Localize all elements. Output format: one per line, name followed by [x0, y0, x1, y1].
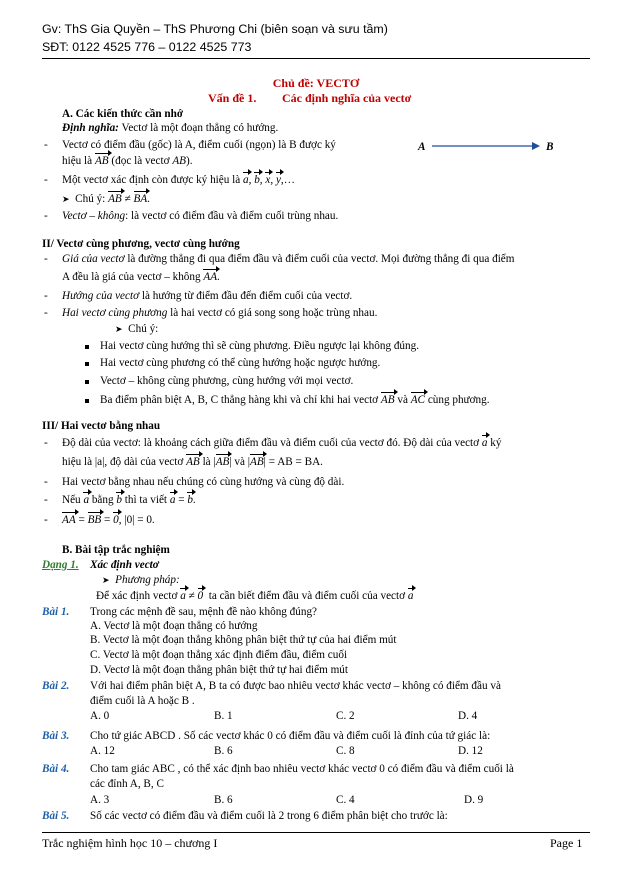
vector-notation-line2: hiệu là AB (đọc là vectơ AB).: [62, 155, 193, 167]
bullet-dash: -: [44, 174, 48, 186]
bullet-dash: -: [44, 139, 48, 151]
question-3-option-b: B. 6: [214, 745, 233, 757]
equal-vectors-notation: Nếu a bằng b thì ta viết a = b.: [62, 494, 196, 506]
length-definition: Độ dài của vectơ: là khoảng cách giữa điểm đầu và điểm cuối của vectơ đó. Độ dài của vectơ a ký: [62, 437, 502, 449]
question-2-text: Với hai điểm phân biệt A, B ta có được bao nhiêu vectơ khác vectơ – không có điểm đầu và: [90, 680, 501, 692]
header-phone: SĐT: 0122 4525 776 – 0122 4525 773: [42, 40, 252, 54]
zero-vector-equations: AA = BB = 0, |0| = 0.: [62, 514, 155, 526]
method-text: Để xác định vectơ a ≠ 0 ta cần biết điểm đầu và điểm cuối của vectơ a: [96, 590, 414, 602]
note-line: ➤ Chú ý: AB ≠ BA.: [62, 193, 150, 205]
question-2-text-cont: điểm cuối là A hoặc B .: [90, 695, 195, 707]
vector-symbols-line: Một vectơ xác định còn được ký hiệu là a, b, x, y,…: [62, 174, 295, 186]
bullet-dash: -: [44, 494, 48, 506]
note-item-text: Hai vectơ cùng phương có thể cùng hướng hoặc ngược hướng.: [100, 357, 381, 369]
bullet-dash: -: [44, 253, 48, 265]
question-2-option-a: A. 0: [90, 710, 110, 722]
collinear-definition: Hai vectơ cùng phương là hai vectơ có giá song song hoặc trùng nhau.: [62, 307, 378, 319]
question-3-label: Bài 3.: [42, 730, 70, 742]
lesson-name: Các định nghĩa của vectơ: [282, 91, 412, 105]
question-4-option-d: D. 9: [464, 794, 484, 806]
note-item: [85, 375, 89, 387]
support-line-definition-cont: A đều là giá của vectơ – không AA.: [62, 271, 220, 283]
support-line-definition: Giá của vectơ là đường thẳng đi qua điểm đầu và điểm cuối của vectơ. Mọi đường thẳng đi qua điểm: [62, 253, 515, 265]
question-3-text: Cho tứ giác ABCD . Số các vectơ khác 0 có điểm đầu và điểm cuối là đỉnh của tứ giác là:: [90, 730, 491, 742]
lesson-number: Vấn đề 1.: [208, 91, 257, 105]
type-label: Dạng 1.: [42, 559, 79, 571]
bullet-dash: -: [44, 210, 48, 222]
note-item-text: Ba điểm phân biệt A, B, C thẳng hàng khi và chỉ khi hai vectơ AB và AC cùng phương.: [100, 394, 490, 406]
bullet-dash: -: [44, 514, 48, 526]
question-5-text: Số các vectơ có điểm đầu và điểm cuối là 2 trong 6 điểm phân biệt cho trước là:: [90, 810, 448, 822]
question-4-text-cont: các đỉnh A, B, C: [90, 778, 164, 790]
question-1-label: Bài 1.: [42, 606, 70, 618]
point-a-label: A: [418, 141, 426, 153]
bullet-dash: -: [44, 307, 48, 319]
section-ii-heading: II/ Vectơ cùng phương, vectơ cùng hướng: [42, 238, 240, 250]
direction-definition: Hướng của vectơ là hướng từ điểm đầu đến điểm cuối của vectơ.: [62, 290, 353, 302]
question-1-option-a: A. Vectơ là một đoạn thẳng có hướng: [90, 620, 258, 632]
footer-title: Trắc nghiệm hình học 10 – chương I: [42, 836, 218, 850]
bullet-dash: -: [44, 476, 48, 488]
bullet-dash: -: [44, 290, 48, 302]
section-b-heading: B. Bài tập trắc nghiệm: [62, 544, 170, 556]
header-divider: [42, 58, 590, 59]
note-item: [85, 394, 89, 406]
question-2-option-c: C. 2: [336, 710, 355, 722]
zero-vector-definition: Vectơ – không: là vectơ có điểm đầu và điểm cuối trùng nhau.: [62, 210, 339, 222]
section-iii-heading: III/ Hai vectơ bằng nhau: [42, 420, 161, 432]
definition: Định nghĩa: Vectơ là một đoạn thẳng có hướng.: [62, 122, 279, 134]
vector-arrow-diagram: [432, 140, 542, 152]
footer-divider: [42, 832, 590, 833]
vector-notation-line1: Vectơ có điểm đầu (gốc) là A, điểm cuối (ngọn) là B được ký: [62, 139, 336, 151]
point-b-label: B: [546, 141, 554, 153]
question-4-option-a: A. 3: [90, 794, 110, 806]
question-1-option-d: D. Vectơ là một đoạn thẳng phân biệt thứ tự hai điểm mút: [90, 664, 349, 676]
note-item-text: Hai vectơ cùng hướng thì sẽ cùng phương. Điều ngược lại không đúng.: [100, 340, 420, 352]
question-3-option-a: A. 12: [90, 745, 115, 757]
question-1-text: Trong các mệnh đề sau, mệnh đề nào không đúng?: [90, 606, 318, 618]
question-4-option-b: B. 6: [214, 794, 233, 806]
question-4-option-c: C. 4: [336, 794, 355, 806]
bullet-dash: -: [44, 437, 48, 449]
note-item: [85, 340, 89, 352]
question-3-option-d: D. 12: [458, 745, 483, 757]
question-4-label: Bài 4.: [42, 763, 70, 775]
note-heading: ➤ Chú ý:: [115, 323, 159, 335]
question-4-text: Cho tam giác ABC , có thể xác định bao nhiêu vectơ khác vectơ 0 có điểm đầu và điểm cuối là: [90, 763, 514, 775]
question-5-label: Bài 5.: [42, 810, 70, 822]
header-author: Gv: ThS Gia Quyền – ThS Phương Chi (biên soạn và sưu tầm): [42, 22, 388, 36]
question-3-option-c: C. 8: [336, 745, 355, 757]
note-item: [85, 357, 89, 369]
length-definition-cont: hiệu là |a|, độ dài của vectơ AB là |AB| và |AB| = AB = BA.: [62, 456, 323, 468]
note-item-text: Vectơ – không cùng phương, cùng hướng với mọi vectơ.: [100, 375, 354, 387]
question-1-option-c: C. Vectơ là một đoạn thẳng xác định điểm đầu, điểm cuối: [90, 649, 348, 661]
question-2-label: Bài 2.: [42, 680, 70, 692]
equal-vectors-definition: Hai vectơ bằng nhau nếu chúng có cùng hướng và cùng độ dài.: [62, 476, 345, 488]
question-2-option-b: B. 1: [214, 710, 233, 722]
type-name: Xác định vectơ: [90, 559, 159, 571]
question-1-option-b: B. Vectơ là một đoạn thẳng không phân biệt thứ tự của hai điểm mút: [90, 634, 397, 646]
page-number: Page 1: [550, 836, 583, 850]
question-2-option-d: D. 4: [458, 710, 478, 722]
section-a-heading: A. Các kiến thức cần nhớ: [62, 108, 184, 120]
method-heading: ➤ Phương pháp:: [102, 574, 180, 586]
topic-title: Chủ đề: VECTƠ: [272, 76, 360, 90]
